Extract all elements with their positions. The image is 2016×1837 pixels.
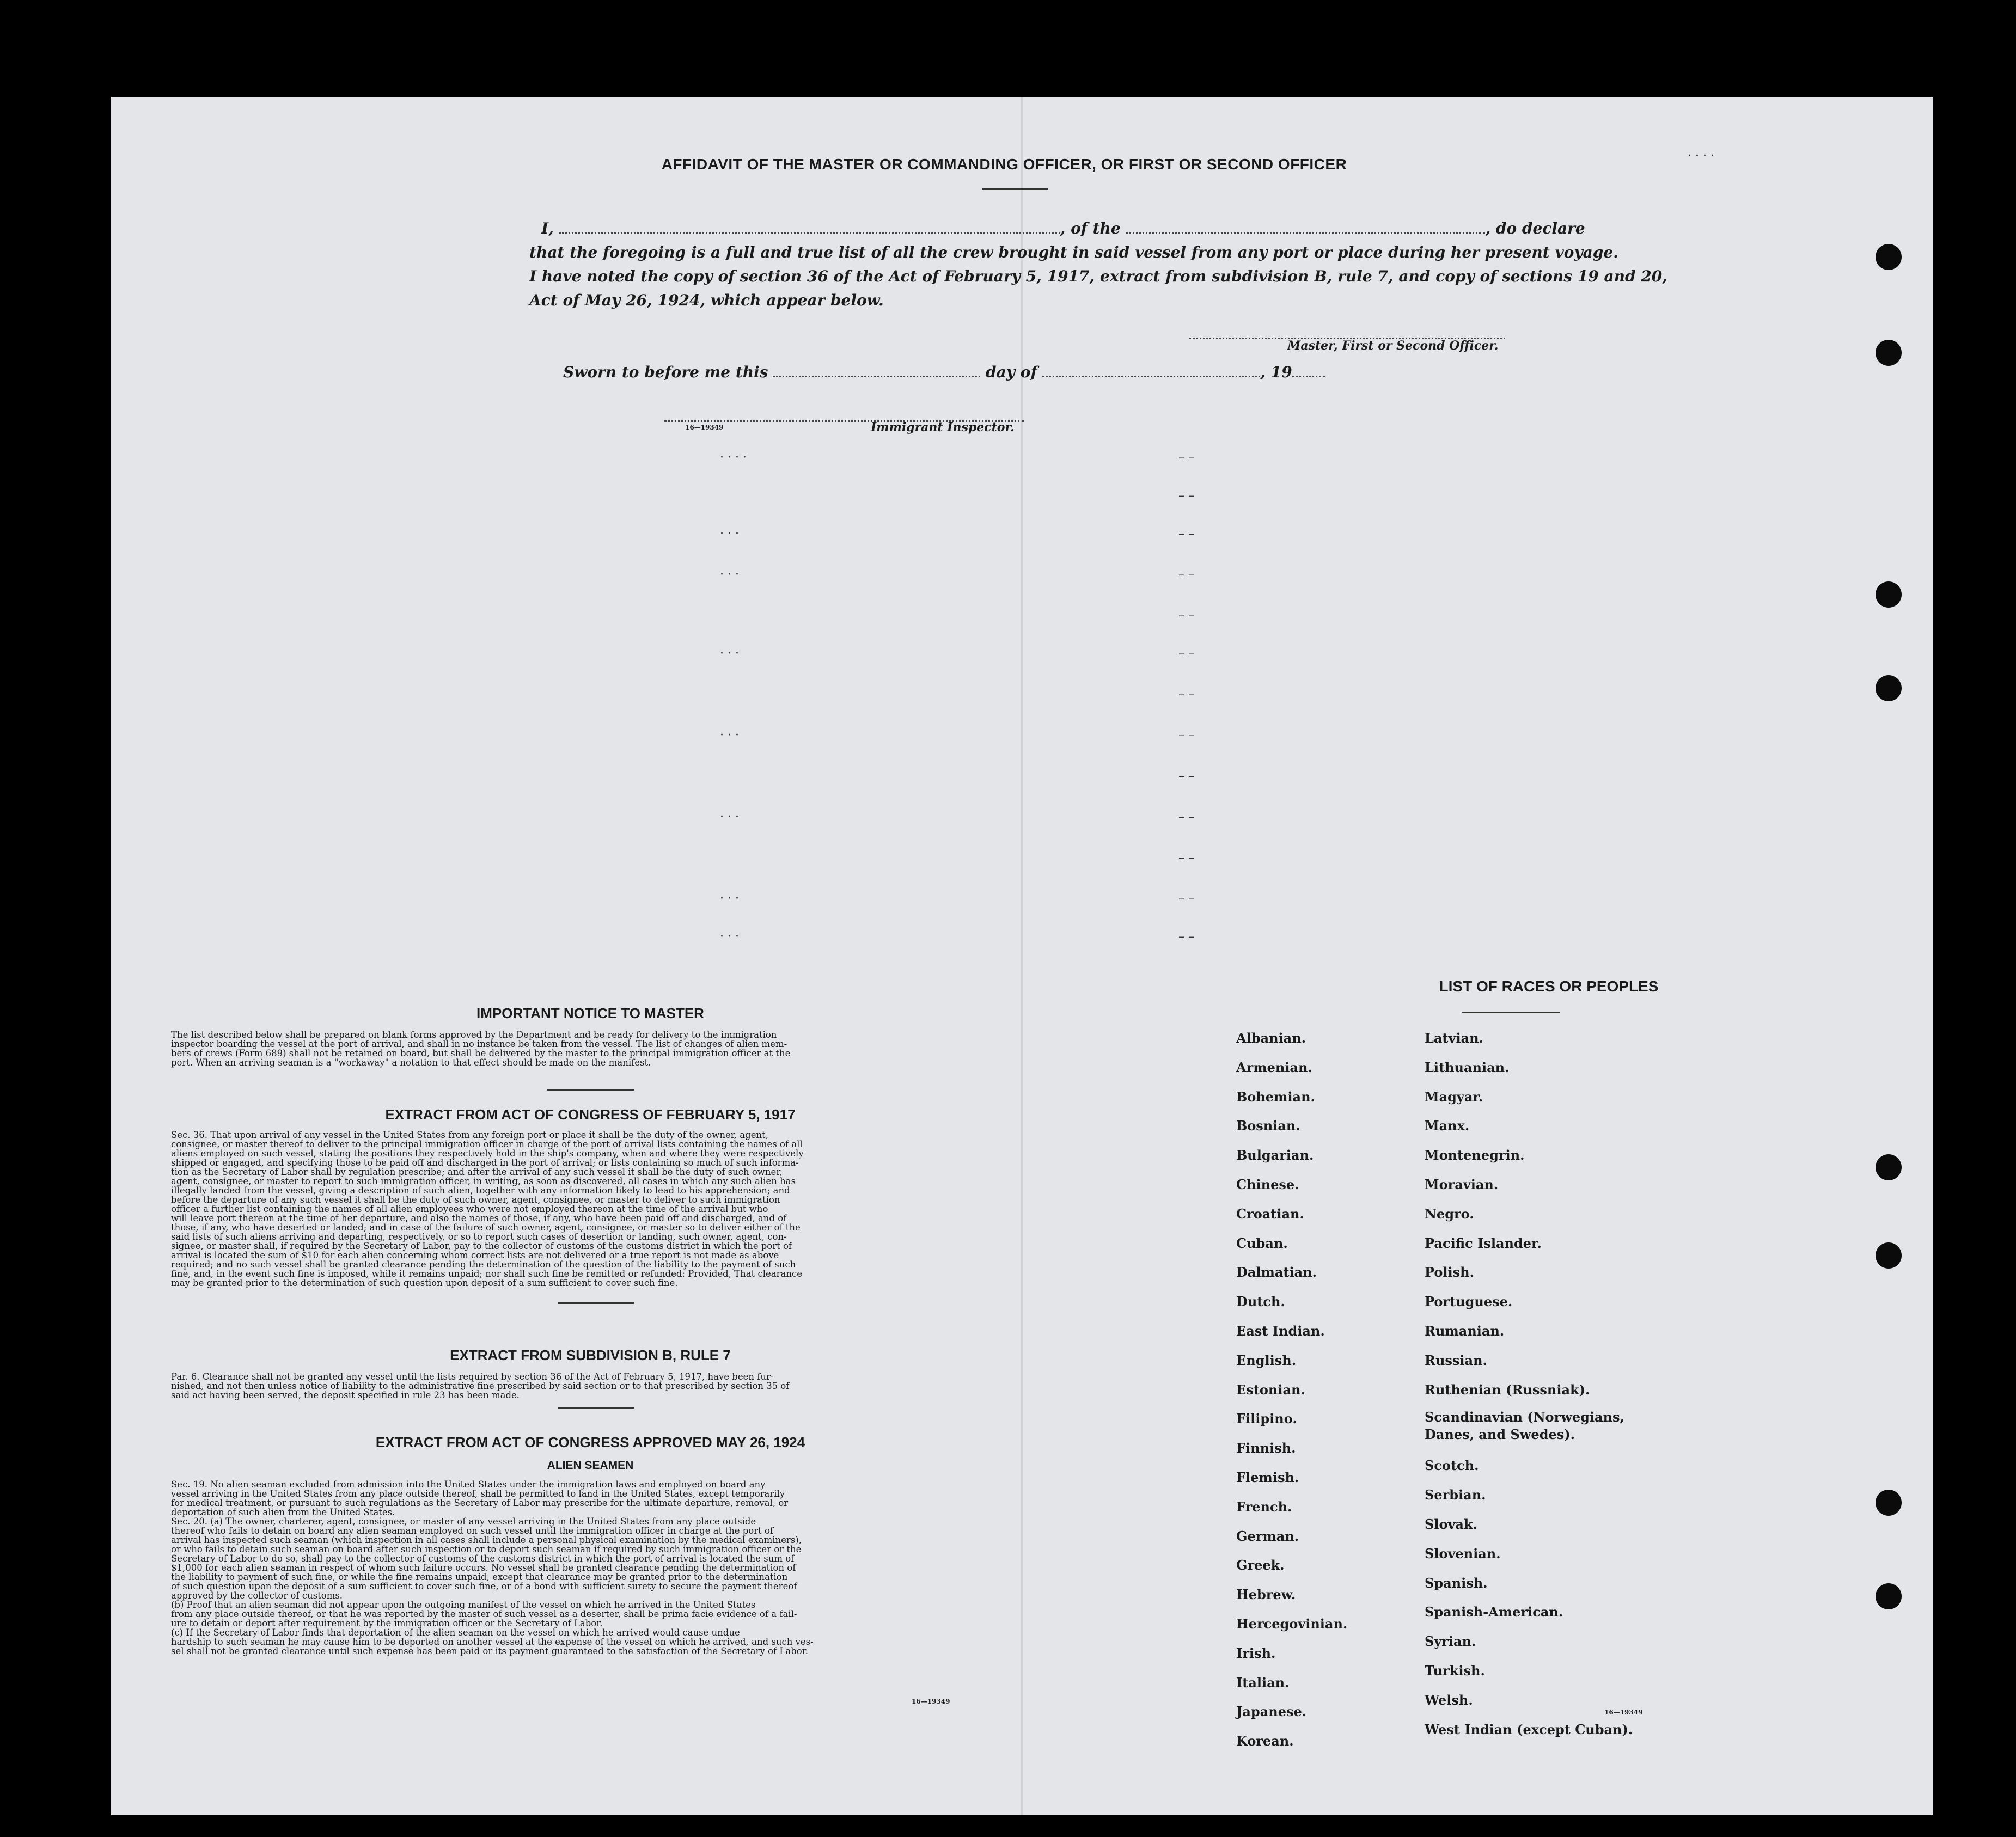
text-line: consignee, or master thereof to deliver to the principal immigration officer in charge of the port of arrival lists containing the names of all bbox=[171, 1139, 803, 1149]
race-item: Hercegovinian. bbox=[1236, 1615, 1348, 1632]
scan-mark: – – bbox=[1178, 930, 1194, 944]
race-item: Dalmatian. bbox=[1236, 1264, 1317, 1281]
race-item: Hebrew. bbox=[1236, 1587, 1296, 1603]
races-column-2 bbox=[1425, 1024, 1653, 1744]
scan-mark: – – bbox=[1178, 489, 1194, 503]
race-item: Scandinavian (Norwegians, Danes, and Swedes). bbox=[1425, 1409, 1624, 1443]
text-line: Sec. 20. (a) The owner, charterer, agent, consignee, or master of any vessel arriving in the United States from any place outside bbox=[171, 1516, 756, 1527]
race-item: Manx. bbox=[1425, 1118, 1470, 1134]
text-line: shipped or engaged, and specifying those to be paid off and discharged in the port of arrival; or lists containing so much of such informa- bbox=[171, 1158, 799, 1168]
scan-mark: · · · bbox=[720, 568, 739, 581]
race-item: Moravian. bbox=[1425, 1176, 1499, 1192]
scan-mark: – – bbox=[1178, 451, 1194, 464]
text-line: Secretary of Labor to do so, shall pay to the collector of customs of the customs district in which the port of arrival is located the sum of bbox=[171, 1553, 795, 1564]
race-item: Pacific Islander. bbox=[1425, 1235, 1542, 1251]
scan-mark: · · · bbox=[720, 728, 739, 742]
race-item: Slovenian. bbox=[1425, 1545, 1501, 1562]
race-item: Serbian. bbox=[1425, 1487, 1486, 1503]
text-line: thereof who fails to detain on board any alien seaman employed on such vessel until the immigration officer in charge at the port of bbox=[171, 1526, 774, 1536]
text-line: Sec. 36. That upon arrival of any vessel in the United States from any foreign port or place it shall be the duty of the owner, agent, bbox=[171, 1130, 768, 1140]
race-item: German. bbox=[1236, 1528, 1299, 1544]
punch-hole bbox=[1876, 340, 1902, 366]
scan-mark: – – bbox=[1178, 609, 1194, 622]
race-item: Dutch. bbox=[1236, 1294, 1285, 1310]
punch-hole bbox=[1876, 244, 1902, 270]
punch-hole bbox=[1876, 675, 1902, 701]
race-item: Latvian. bbox=[1425, 1030, 1483, 1046]
race-item: Lithuanian. bbox=[1425, 1059, 1510, 1075]
race-item: Portuguese. bbox=[1425, 1294, 1513, 1310]
scan-mark: · · · · bbox=[1688, 149, 1714, 163]
text-line: deportation of such alien from the United States. bbox=[171, 1507, 395, 1517]
text-line: approved by the collector of customs. bbox=[171, 1590, 343, 1601]
text-line: officer a further list containing the names of all alien employees who were not employed thereon at the time of the arrival but who bbox=[171, 1204, 768, 1214]
text-line: vessel arriving in the United States from any place outside thereof, shall be permitted to land in the United States, except temporarily bbox=[171, 1489, 785, 1499]
text-line: or who fails to detain such seaman on board after such inspection or to deport such seaman if required by such immigration officer or the bbox=[171, 1544, 802, 1554]
text-line: may be granted prior to the determination of such question upon deposit of a sum sufficient to cover such fine. bbox=[171, 1278, 678, 1288]
affidavit-title: AFFIDAVIT OF THE MASTER OR COMMANDING OFFICER, OR FIRST OR SECOND OFFICER bbox=[661, 156, 1347, 173]
act-1924-text bbox=[171, 1480, 1031, 1656]
affidavit-line-2: that the foregoing is a full and true list of all the crew brought in said vessel from any port or place during her present voyage. bbox=[529, 243, 1618, 261]
declarant-label: I, bbox=[541, 219, 554, 237]
race-item: Bohemian. bbox=[1236, 1088, 1315, 1105]
sworn-year-blank[interactable] bbox=[1292, 367, 1325, 377]
declarant-name-blank[interactable] bbox=[559, 223, 1060, 234]
text-line: illegally landed from the vessel, giving a description of such alien, together with any information likely to lead to his apprehension; and bbox=[171, 1185, 790, 1196]
text-line: (c) If the Secretary of Labor finds that deportation of the alien seaman on the vessel on which he arrived would cause undue bbox=[171, 1627, 740, 1638]
race-item: Spanish-American. bbox=[1425, 1604, 1563, 1620]
section-rule bbox=[558, 1302, 634, 1304]
race-item: Spanish. bbox=[1425, 1575, 1488, 1591]
vessel-name-blank[interactable] bbox=[1126, 223, 1485, 234]
scan-mark: · · · · bbox=[720, 451, 747, 464]
scan-mark: · · · bbox=[720, 647, 739, 660]
text-line: Par. 6. Clearance shall not be granted any vessel until the lists required by section 36 of the Act of February 5, 1917, have been fur- bbox=[171, 1371, 774, 1382]
text-line: nished, and not then unless notice of liability to the administrative fine prescribed by said section or to that prescribed by section 35 of bbox=[171, 1381, 790, 1391]
day-of-label: day of bbox=[986, 363, 1037, 381]
affidavit-declaration-line bbox=[541, 217, 1658, 241]
text-line: (b) Proof that an alien seaman did not appear upon the outgoing manifest of the vessel on which he arrived in the United States bbox=[171, 1600, 756, 1610]
text-line: tion as the Secretary of Labor shall by regulation prescribe; and after the arrival of any such vessel it shall be the duty of such owner, bbox=[171, 1167, 783, 1177]
races-column-1 bbox=[1236, 1024, 1347, 1756]
affidavit-line-3: I have noted the copy of section 36 of the Act of February 5, 1917, extract from subdivision B, rule 7, and copy of sections 19 and 20, bbox=[529, 267, 1668, 285]
year-label: , 19 bbox=[1260, 363, 1292, 381]
form-number: 16—19349 bbox=[912, 1698, 950, 1705]
race-item: Filipino. bbox=[1236, 1411, 1297, 1427]
race-item: French. bbox=[1236, 1498, 1292, 1515]
notice-text bbox=[171, 1030, 1031, 1067]
race-item: Montenegrin. bbox=[1425, 1147, 1525, 1164]
text-line: The list described below shall be prepared on blank forms approved by the Department and be ready for delivery to the immigration bbox=[171, 1030, 777, 1040]
scan-mark: – – bbox=[1178, 728, 1194, 742]
act-1924-title: EXTRACT FROM ACT OF CONGRESS APPROVED MAY 26, 1924 bbox=[375, 1434, 805, 1450]
scan-mark: · · · bbox=[720, 810, 739, 824]
race-item: Japanese. bbox=[1236, 1704, 1307, 1720]
text-line: said act having been served, the deposit specified in rule 23 has been made. bbox=[171, 1390, 520, 1400]
rule-7-title: EXTRACT FROM SUBDIVISION B, RULE 7 bbox=[450, 1347, 731, 1363]
act-1917-title: EXTRACT FROM ACT OF CONGRESS OF FEBRUARY 5, 1917 bbox=[385, 1106, 796, 1123]
text-line: will leave port thereon at the time of her departure, and also the names of those, if any, who have been paid off and discharged, and of bbox=[171, 1213, 787, 1223]
punch-hole bbox=[1876, 1583, 1902, 1609]
text-line: fine, and, in the event such fine is imposed, while it remains unpaid; nor shall such fine be remitted or refunded: Provided, That clearance bbox=[171, 1269, 802, 1279]
race-item: Negro. bbox=[1425, 1205, 1474, 1222]
form-number-small: 16—19349 bbox=[685, 424, 724, 431]
race-item: Welsh. bbox=[1425, 1692, 1473, 1708]
alien-seamen-subtitle: ALIEN SEAMEN bbox=[547, 1459, 634, 1472]
text-line: $1,000 for each alien seaman in respect of whom such failure occurs. No vessel shall be granted clearance pending the determination of bbox=[171, 1563, 796, 1573]
text-line: sel shall not be granted clearance until such expense has been paid or its payment guaranteed to the satisfaction of the Secretary of Labor. bbox=[171, 1646, 808, 1656]
races-rule bbox=[1462, 1012, 1560, 1013]
races-title: LIST OF RACES OR PEOPLES bbox=[1439, 978, 1659, 995]
text-line: agent, consignee, or master to report to such immigration officer, in writing, as soon as discovered, all cases in which any such alien has bbox=[171, 1176, 796, 1186]
act-1917-text bbox=[171, 1130, 1031, 1288]
race-item: Slovak. bbox=[1425, 1516, 1477, 1532]
race-item: Rumanian. bbox=[1425, 1322, 1505, 1339]
race-item: Bosnian. bbox=[1236, 1118, 1300, 1134]
race-item: Polish. bbox=[1425, 1264, 1474, 1281]
text-line: arrival is located the sum of $10 for each alien concerning whom correct lists are not delivered or a true report is not made as above bbox=[171, 1250, 779, 1260]
scan-mark: · · · bbox=[720, 892, 739, 905]
scan-mark: – – bbox=[1178, 647, 1194, 660]
punch-hole bbox=[1876, 581, 1902, 608]
race-item: Chinese. bbox=[1236, 1176, 1299, 1192]
text-line: from any place outside thereof, or that he was reported by the master of such vessel as a deserter, shall be prima facie evidence of a fail- bbox=[171, 1609, 797, 1619]
scan-mark: – – bbox=[1178, 769, 1194, 783]
text-line: port. When an arriving seaman is a "workaway" a notation to that effect should be made on the manifest. bbox=[171, 1057, 651, 1068]
text-line: inspector boarding the vessel at the port of arrival, and shall in no instance be taken from the vessel. The list of changes of alien mem- bbox=[171, 1039, 787, 1049]
vessel-label: , of the bbox=[1060, 219, 1121, 237]
race-item: West Indian (except Cuban). bbox=[1425, 1721, 1633, 1737]
text-line: those, if any, who have deserted or landed; and in case of the failure of such owner, agent, consignee, or master so to deliver either of the bbox=[171, 1222, 801, 1233]
punch-hole bbox=[1876, 1154, 1902, 1180]
race-item: Estonian. bbox=[1236, 1381, 1305, 1398]
text-line: for medical treatment, or pursuant to such regulations as the Secretary of Labor may prescribe for the ultimate departure, removal, or bbox=[171, 1498, 789, 1508]
master-signature-label: Master, First or Second Officer. bbox=[1287, 339, 1499, 353]
race-item: Finnish. bbox=[1236, 1440, 1296, 1456]
race-item: Armenian. bbox=[1236, 1059, 1312, 1075]
race-item: Greek. bbox=[1236, 1557, 1285, 1573]
scan-mark: – – bbox=[1178, 892, 1194, 905]
race-item: East Indian. bbox=[1236, 1322, 1325, 1339]
text-line: signee, or master shall, if required by the Secretary of Labor, pay to the collector of customs of the customs district in which the port of bbox=[171, 1241, 792, 1251]
text-line: the liability to payment of such fine, or while the fine remains unpaid, except that clearance may be granted prior to the determination bbox=[171, 1572, 788, 1582]
scan-mark: · · · bbox=[720, 930, 739, 944]
race-item: Ruthenian (Russniak). bbox=[1425, 1381, 1590, 1398]
races-form-number: 16—19349 bbox=[1604, 1709, 1643, 1716]
affidavit-line-4: Act of May 26, 1924, which appear below. bbox=[529, 291, 884, 309]
sworn-label: Sworn to before me this bbox=[563, 363, 768, 381]
race-item: Croatian. bbox=[1236, 1205, 1304, 1222]
punch-hole bbox=[1876, 1242, 1902, 1269]
scan-mark: · · · bbox=[720, 527, 739, 541]
race-item: Cuban. bbox=[1236, 1235, 1288, 1251]
sworn-month-blank[interactable] bbox=[1042, 367, 1260, 377]
race-item: Scotch. bbox=[1425, 1458, 1479, 1474]
scan-mark: – – bbox=[1178, 527, 1194, 541]
punch-hole bbox=[1876, 1490, 1902, 1516]
text-line: arrival has inspected such seaman (which inspection in all cases shall include a personal physical examination by the medical examiners), bbox=[171, 1535, 802, 1545]
notice-title: IMPORTANT NOTICE TO MASTER bbox=[476, 1005, 704, 1021]
scan-mark: – – bbox=[1178, 851, 1194, 865]
text-line: aliens employed on such vessel, stating the positions they respectively hold in the ship's company, when and where they were respectively bbox=[171, 1148, 804, 1159]
race-item: Bulgarian. bbox=[1236, 1147, 1314, 1164]
race-item: Turkish. bbox=[1425, 1662, 1485, 1679]
form-page bbox=[111, 97, 1933, 1815]
sworn-day-blank[interactable] bbox=[773, 367, 980, 377]
rule-7-text bbox=[171, 1372, 1031, 1400]
race-item: Albanian. bbox=[1236, 1030, 1306, 1046]
text-line: before the departure of any such vessel it shall be the duty of such owner, agent, consignee, or master to deliver to such immigration bbox=[171, 1195, 780, 1205]
race-item: Syrian. bbox=[1425, 1633, 1476, 1650]
sworn-line bbox=[563, 360, 1652, 384]
title-rule bbox=[982, 188, 1048, 190]
race-item: English. bbox=[1236, 1352, 1297, 1368]
text-line: Sec. 19. No alien seaman excluded from admission into the United States under the immigration laws and employed on board any bbox=[171, 1479, 766, 1490]
race-item: Korean. bbox=[1236, 1733, 1294, 1749]
race-item: Russian. bbox=[1425, 1352, 1487, 1368]
race-item: Italian. bbox=[1236, 1674, 1290, 1691]
text-line: required; and no such vessel shall be granted clearance pending the determination of the question of the liability to the payment of such bbox=[171, 1259, 796, 1270]
scan-mark: – – bbox=[1178, 568, 1194, 581]
master-signature-blank[interactable] bbox=[1189, 329, 1505, 339]
text-line: said lists of such aliens arriving and departing, respectively, or so to report such cases of desertion or landing, such owner, agent, con- bbox=[171, 1232, 787, 1242]
text-line: bers of crews (Form 689) shall not be retained on board, but shall be delivered by the master to the principal immigration officer at the bbox=[171, 1048, 791, 1058]
scan-mark: – – bbox=[1178, 688, 1194, 701]
race-item: Irish. bbox=[1236, 1645, 1276, 1661]
race-item: Magyar. bbox=[1425, 1088, 1483, 1105]
text-line: ure to detain or deport after requirement by the immigration officer or the Secretary of Labor. bbox=[171, 1618, 603, 1628]
inspector-label: Immigrant Inspector. bbox=[871, 420, 1015, 434]
declare-label: , do declare bbox=[1485, 219, 1585, 237]
text-line: hardship to such seaman he may cause him to be deported on another vessel at the expense of the vessel on which he arrived, and such ves- bbox=[171, 1637, 814, 1647]
scan-mark: – – bbox=[1178, 810, 1194, 824]
text-line: of such question upon the deposit of a sum sufficient to cover such fine, or of a bond with sufficient surety to secure the payment thereof bbox=[171, 1581, 797, 1591]
section-rule bbox=[547, 1089, 634, 1091]
section-rule bbox=[558, 1407, 634, 1409]
race-item: Flemish. bbox=[1236, 1469, 1299, 1485]
